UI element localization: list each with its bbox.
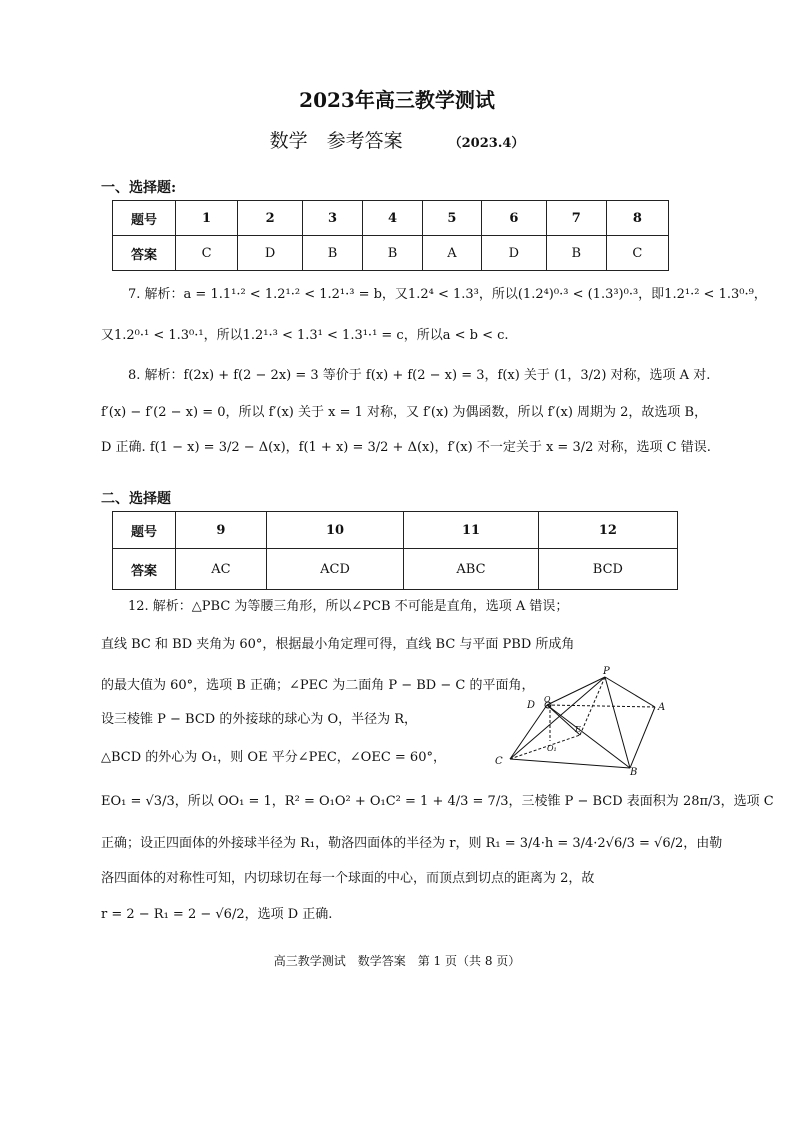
edge-da (547, 705, 655, 707)
section-1-answer-table (112, 200, 669, 271)
answer-cell: D (481, 236, 546, 271)
section-1-heading: 一、选择题: (101, 180, 177, 196)
question-cell: 1 (176, 201, 238, 236)
q12-solution-line: r = 2 − R₁ = 2 − √6/2，选项 D 正确. (101, 907, 333, 922)
section-2-answer-table (112, 511, 678, 590)
q8-solution-line: f′(x) − f′(2 − x) = 0，所以 f′(x) 关于 x = 1 对称，又 f′(x) 为偶函数，所以 f′(x) 周期为 2，故选项 B， (101, 405, 708, 420)
question-cell: 8 (606, 201, 668, 236)
label-c: C (495, 756, 503, 767)
q12-solution-line: 的最大值为 60°，选项 B 正确；∠PEC 为二面角 P − BD − C 的平面角， (101, 678, 535, 693)
q12-solution-line: 12. 解析：△PBC 为等腰三角形，所以∠PCB 不可能是直角，选项 A 错误； (128, 599, 569, 614)
question-number-row (113, 512, 678, 549)
q12-solution-line: △BCD 的外心为 O₁，则 OE 平分∠PEC，∠OEC = 60°， (101, 750, 446, 765)
q12-solution-line: 正确；设正四面体的外接球半径为 R₁，勒洛四面体的半径为 r，则 R₁ = 3/4·h = 3/4·2√6/3 = √6/2，由勒 (101, 836, 723, 851)
answer-cell: BCD (538, 549, 677, 590)
question-cell: 7 (546, 201, 606, 236)
answer-cell: A (422, 236, 481, 271)
answer-cell: C (606, 236, 668, 271)
question-cell: 9 (176, 512, 267, 549)
answer-row (113, 236, 669, 271)
question-cell: 11 (404, 512, 539, 549)
label-b: B (630, 767, 638, 775)
q12-solution-line: EO₁ = √3/3，所以 OO₁ = 1，R² = O₁O² + O₁C² = 1 + 4/3 = 7/3，三棱锥 P − BCD 表面积为 28π/3，选项 C (101, 794, 774, 809)
page-footer: 高三教学测试 数学答案 第 1 页（共 8 页） (273, 954, 521, 968)
question-cell: 2 (238, 201, 303, 236)
answer-row (113, 549, 678, 590)
q12-solution-line: 洛四面体的对称性可知，内切球切在每一个球面的中心，而顶点到切点的距离为 2，故 (101, 871, 595, 886)
page-title: 2023年高三教学测试 (299, 88, 495, 112)
answer-cell: B (303, 236, 363, 271)
q8-solution-line: 8. 解析：f(2x) + f(2 − 2x) = 3 等价于 f(x) + f(2 − x) = 3，f(x) 关于 (1，3/2) 对称，选项 A 对. (128, 368, 711, 383)
q7-solution-line: 又1.2⁰·¹ < 1.3⁰·¹，所以1.2¹·³ < 1.3¹ < 1.3¹·¹ = c，所以a < b < c. (101, 328, 509, 343)
answer-cell: D (238, 236, 303, 271)
label-o: O (544, 695, 551, 704)
edge-cb (510, 759, 630, 768)
answer-label-cell: 答案 (113, 236, 176, 271)
question-cell: 12 (538, 512, 677, 549)
edge-pc (510, 677, 605, 759)
q12-solution-line: 直线 BC 和 BD 夹角为 60°，根据最小角定理可得，直线 BC 与平面 PBD 所成角 (101, 637, 575, 652)
label-p: P (603, 666, 610, 677)
exam-date: （2023.4） (448, 136, 525, 151)
answer-cell: ABC (404, 549, 539, 590)
question-number-row (113, 201, 669, 236)
section-2-heading: 二、选择题 (101, 491, 171, 507)
q8-solution-line: D 正确. f(1 − x) = 3/2 − Δ(x)，f(1 + x) = 3/2 + Δ(x)，f′(x) 不一定关于 x = 3/2 对称，选项 C 错误. (101, 440, 711, 455)
label-d: D (527, 700, 536, 711)
question-cell: 3 (303, 201, 363, 236)
edge-ab (630, 707, 655, 768)
question-label-cell: 题号 (113, 512, 176, 549)
label-a: A (658, 702, 666, 713)
question-label-cell: 题号 (113, 201, 176, 236)
question-cell: 5 (422, 201, 481, 236)
answer-cell: AC (176, 549, 267, 590)
answer-cell: B (546, 236, 606, 271)
subtitle-text: 数学 参考答案 (269, 130, 403, 152)
page-subtitle (0, 126, 794, 153)
segment-ce (510, 735, 580, 759)
q12-solution-line: 设三棱锥 P − BCD 的外接球的球心为 O，半径为 R， (101, 712, 418, 727)
label-o1: O₁ (547, 744, 557, 753)
edge-dp (547, 677, 605, 705)
q7-solution-line: 7. 解析：a = 1.1¹·² < 1.2¹·² < 1.2¹·³ = b，又1.2⁴ < 1.3³，所以(1.2⁴)⁰·³ < (1.3³)⁰·³，即1.2¹·² < 1.3⁰·⁹， (128, 287, 767, 302)
answer-cell: B (363, 236, 423, 271)
edge-pb (605, 677, 630, 768)
question-cell: 6 (481, 201, 546, 236)
answer-label-cell: 答案 (113, 549, 176, 590)
question-cell: 4 (363, 201, 423, 236)
tetrahedron-figure (490, 665, 700, 775)
question-cell: 10 (266, 512, 403, 549)
label-e: E (575, 725, 581, 734)
answer-cell: ACD (266, 549, 403, 590)
answer-cell: C (176, 236, 238, 271)
